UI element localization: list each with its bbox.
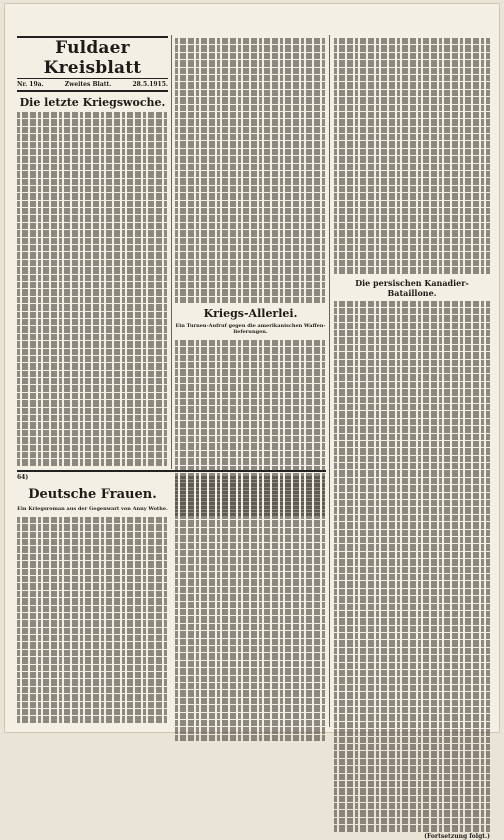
- article-column-3: [334, 37, 490, 840]
- column-number: 64): [17, 474, 29, 481]
- column-rule: [329, 35, 330, 727]
- edition: Zweites Blatt.: [64, 81, 112, 88]
- newspaper-page: [4, 3, 500, 840]
- article-body: [334, 38, 490, 274]
- article-body: [175, 476, 326, 741]
- continuation-note: (Fortsetzung folgt.): [424, 832, 490, 840]
- issue-date: 28.5.1915.: [132, 81, 168, 88]
- kriegs-headline: Kriegs-Allerlei.: [203, 307, 298, 321]
- masthead-title: Fuldaer Kreisblatt: [17, 36, 168, 79]
- article-column-2: [175, 37, 326, 467]
- column-rule: [171, 35, 172, 469]
- article-body: [175, 38, 326, 303]
- kriegs-subheadline: Ein Turnen-Aufruf gegen die amerikanischen Waffen-lieferungen.: [175, 323, 326, 336]
- article-body: [334, 301, 490, 832]
- article-body: [17, 517, 168, 723]
- article-body: [17, 112, 168, 478]
- issue-number: Nr. 19a.: [17, 81, 44, 88]
- deutsche-frauen-subtitle: Ein Kriegsroman aus der Gegenwart von Anny Wothe.: [17, 506, 168, 513]
- masthead: [17, 36, 168, 478]
- section-headline: Die persischen Kanadier-Bataillone.: [355, 277, 469, 298]
- feuilleton-column-2: [175, 475, 326, 725]
- deutsche-frauen-title: Deutsche Frauen.: [28, 487, 157, 503]
- masthead-info: [17, 79, 168, 92]
- main-headline: Die letzte Kriegswoche.: [19, 96, 166, 109]
- feuilleton-column-1: [17, 475, 168, 725]
- feuilleton-divider: [17, 470, 326, 472]
